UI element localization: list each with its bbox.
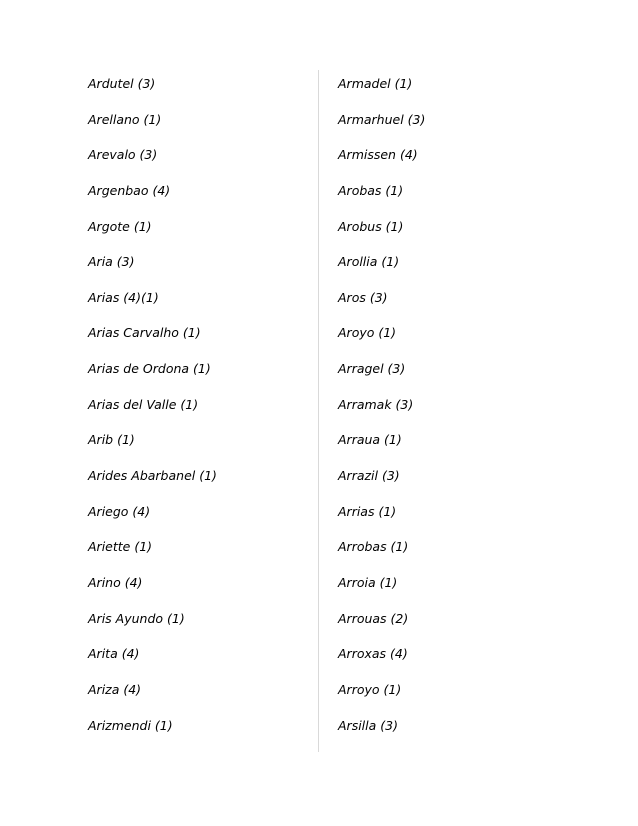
surname-entry: Ardutel (3) — [88, 76, 156, 91]
surname-entry: Arrobas (1) — [338, 539, 409, 555]
surname-entry: Arobas (1) — [338, 182, 404, 198]
surname-entry: Arobus (1) — [338, 218, 404, 234]
surname-entry: Arides Abarbanel (1) — [88, 468, 217, 484]
surname-entry: Arragel (3) — [338, 361, 406, 377]
surname-entry: Arias (4)(1) — [88, 289, 159, 305]
surname-entry: Aria (3) — [88, 254, 135, 270]
surname-entry: Argenbao (4) — [88, 182, 171, 198]
surname-list-left — [88, 72, 313, 749]
surname-entry: Arollia (1) — [338, 254, 400, 270]
surname-entry: Arias Carvalho (1) — [88, 325, 201, 341]
surname-entry: Arevalo (3) — [88, 147, 158, 163]
surname-entry: Arroxas (4) — [338, 646, 408, 662]
surname-entry: Ariza (4) — [88, 681, 142, 697]
surname-entry: Argote (1) — [88, 218, 152, 234]
surname-entry: Arramak (3) — [338, 396, 414, 412]
surname-entry: Aros (3) — [338, 289, 388, 305]
surname-entry: Aroyo (1) — [338, 325, 397, 341]
surname-entry: Arrazil (3) — [338, 468, 400, 484]
surname-list-right — [338, 72, 568, 749]
surname-entry: Armissen (4) — [338, 147, 418, 163]
surname-entry: Arita (4) — [88, 646, 140, 662]
surname-entry: Ariette (1) — [88, 539, 153, 555]
surname-entry: Arino (4) — [88, 574, 143, 590]
surname-entry: Arroyo (1) — [338, 681, 402, 697]
surname-entry: Aris Ayundo (1) — [88, 610, 185, 626]
surname-entry: Arrias (1) — [338, 503, 397, 519]
surname-entry: Arib (1) — [88, 432, 135, 448]
surname-entry: Arsilla (3) — [338, 717, 398, 733]
surname-entry: Arrouas (2) — [338, 610, 409, 626]
surname-entry: Arroia (1) — [338, 574, 398, 590]
surname-entry: Arias del Valle (1) — [88, 396, 199, 412]
surname-entry: Arizmendi (1) — [88, 717, 173, 733]
surname-entry: Arias de Ordona (1) — [88, 361, 211, 377]
surname-entry: Armarhuel (3) — [338, 111, 426, 127]
surname-entry: Arellano (1) — [88, 111, 162, 127]
surname-entry: Arraua (1) — [338, 432, 402, 448]
column-divider — [318, 70, 319, 752]
surname-entry: Ariego (4) — [88, 503, 151, 519]
surname-entry: Armadel (1) — [338, 76, 413, 91]
